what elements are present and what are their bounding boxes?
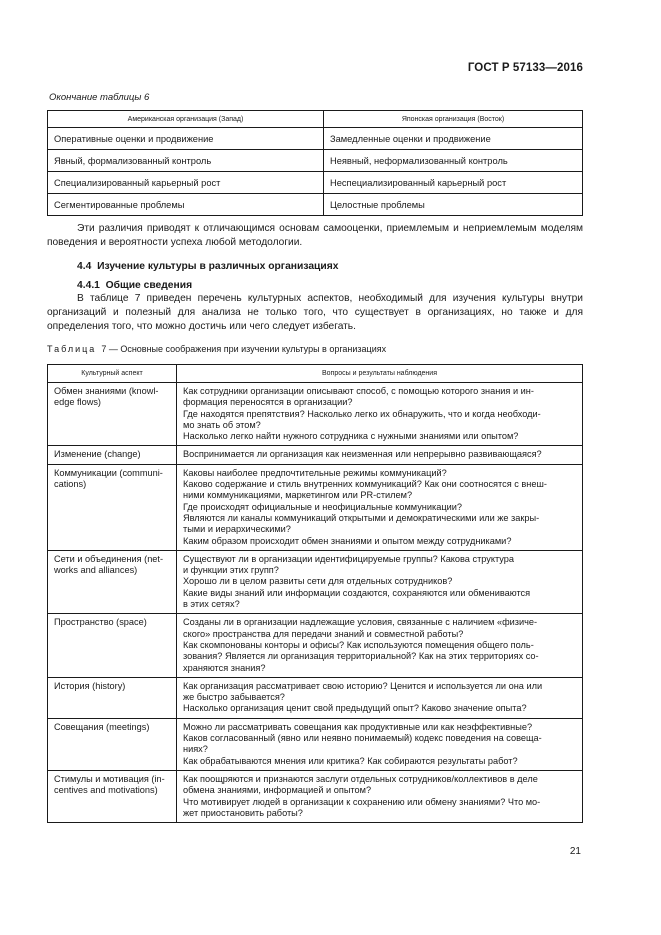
table7-cell-right: Как поощряются и признаются заслуги отдельных сотрудников/коллективов в деле обмена знаниями, информацией и опытом? Что мотивирует людей в организации к сохранению или обмену знаниями? Что мо- жет приостановить работы?: [177, 770, 583, 822]
section-number: 4.4: [77, 261, 92, 272]
table7-cell-left: Совещания (meetings): [48, 718, 177, 770]
table6-cell-left: Сегментированные проблемы: [48, 194, 324, 216]
table7-cell-left: Коммуникации (communi- cations): [48, 464, 177, 550]
table-row: [48, 383, 583, 446]
table7-cell-left: История (history): [48, 677, 177, 718]
table6-cell-left: Специализированный карьерный рост: [48, 172, 324, 194]
table7-cell-left: Стимулы и мотивация (in- centives and motivations): [48, 770, 177, 822]
table6-cell-right: Замедленные оценки и продвижение: [324, 128, 583, 150]
standard-designation: ГОСТ Р 57133—2016: [467, 62, 583, 74]
table6-caption: Окончание таблицы 6: [49, 92, 150, 103]
table7-cell-right: Существуют ли в организации идентифицируемые группы? Какова структура и функции этих групп? Хорошо ли в целом развиты сети для отдельных сотрудников? Какие виды знаний или информации создаются, сохраняются или обмениваются в этих сетях?: [177, 550, 583, 613]
table-row: [48, 172, 583, 194]
table-row: [48, 446, 583, 464]
table6-cell-left: Оперативные оценки и продвижение: [48, 128, 324, 150]
section-4-4-1-heading: [77, 280, 192, 291]
table7-header-aspect: Культурный аспект: [48, 365, 177, 383]
table6-cell-right: Неявный, неформализованный контроль: [324, 150, 583, 172]
table7-cell-left: Изменение (change): [48, 446, 177, 464]
table6-header-west: Американская организация (Запад): [48, 111, 324, 128]
table-row: [48, 550, 583, 613]
page-number: 21: [569, 846, 581, 857]
paragraph-table7-intro: В таблице 7 приведен перечень культурных аспектов, необходимый для изучения культуры внутри организаций и полезный для анализа не только того, что существует в организациях, но также и для определения того, что можно достичь или чего следует избегать.: [47, 293, 583, 332]
table6-cell-right: Целостные проблемы: [324, 194, 583, 216]
section-title: Изучение культуры в различных организациях: [97, 261, 339, 272]
table7-cell-left: Сети и объединения (net- works and alliances): [48, 550, 177, 613]
table7-cell-right: Воспринимается ли организация как неизменная или непрерывно развивающаяся?: [177, 446, 583, 464]
table7-cell-right: Как организация рассматривает свою историю? Ценится и используется ли она или же быстро забывается? Насколько организация ценит свой предыдущий опыт? Каково значение опыта?: [177, 677, 583, 718]
table-row: [48, 150, 583, 172]
table7-caption-label: Таблица: [47, 344, 97, 354]
table-row: [48, 194, 583, 216]
subsection-number: 4.4.1: [77, 280, 100, 291]
table7: [47, 364, 583, 823]
table-row: [48, 677, 583, 718]
table-row: [48, 718, 583, 770]
section-4-4-heading: [77, 261, 338, 272]
table7-cell-left: Обмен знаниями (knowl- edge flows): [48, 383, 177, 446]
table-row: [48, 464, 583, 550]
paragraph-differences: Эти различия приводят к отличающимся основам самооценки, приемлемым и неприемлемым моделям поведения и вероятности успеха любой методологии.: [47, 223, 583, 248]
table-row: [48, 128, 583, 150]
table-row: [48, 770, 583, 822]
table7-caption: [47, 344, 386, 354]
subsection-title: Общие сведения: [105, 280, 193, 291]
table7-cell-right: Как сотрудники организации описывают способ, с помощью которого знания и ин- формация переносятся в организации? Где находятся препятствия? Насколько легко их обнаружить, что и когда необходи- мо знать об этом? Насколько легко найти нужного сотрудника с нужными знаниями или опытом?: [177, 383, 583, 446]
table7-caption-text: 7 — Основные соображения при изучении культуры в организациях: [101, 344, 387, 354]
table7-cell-right: Каковы наиболее предпочтительные режимы коммуникаций? Каково содержание и стиль внутренних коммуникаций? Как они соотносятся с внеш- ними коммуникациями, маркетингом или PR-стилем? Где происходят официальные и неофициальные коммуникации? Являются ли каналы коммуникаций открытыми и демократическими или же закры- тыми и иерархическими? Каким образом происходит обмен знаниями и опытом между сотрудниками?: [177, 464, 583, 550]
table6: [47, 110, 583, 216]
table6-header-east: Японская организация (Восток): [324, 111, 583, 128]
table7-cell-right: Можно ли рассматривать совещания как продуктивные или как неэффективные? Каков согласованный (явно или неявно понимаемый) кодекс поведения на совеща- ниях? Как обрабатываются мнения или критика? Как собираются результаты работ?: [177, 718, 583, 770]
table7-cell-left: Пространство (space): [48, 614, 177, 677]
table7-cell-right: Созданы ли в организации надлежащие условия, связанные с наличием «физиче- ского» пространства для передачи знаний и совместной работы? Как скомпонованы конторы и офисы? Как используются помещения общего поль- зования? Является ли организация территориальной? Как на этих территориях со- храняются знания?: [177, 614, 583, 677]
table6-cell-left: Явный, формализованный контроль: [48, 150, 324, 172]
table7-header-questions: Вопросы и результаты наблюдения: [177, 365, 583, 383]
table6-cell-right: Неспециализированный карьерный рост: [324, 172, 583, 194]
table-row: [48, 614, 583, 677]
